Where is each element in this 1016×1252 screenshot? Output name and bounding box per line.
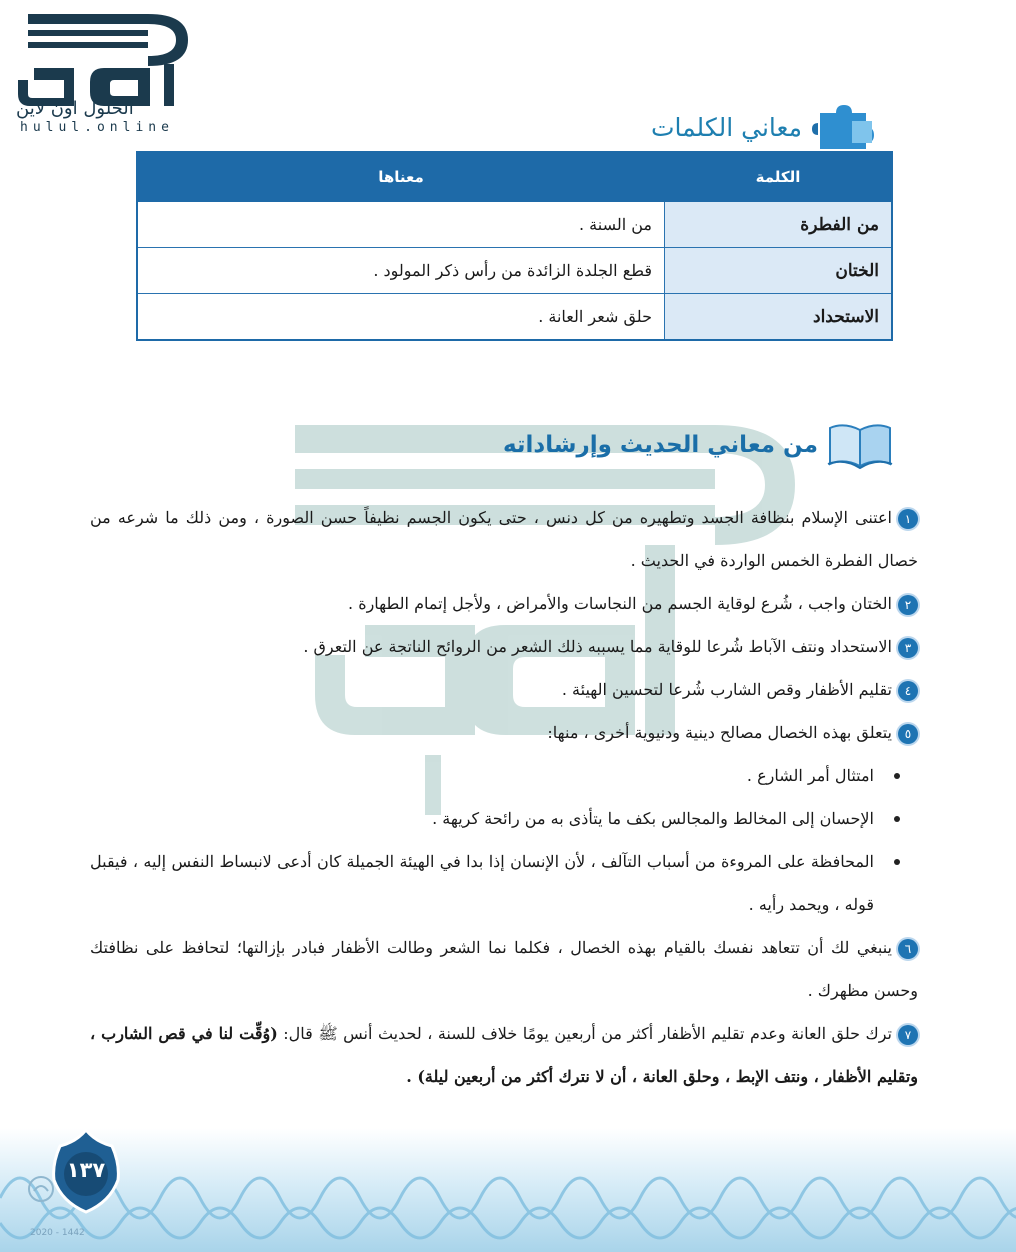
point-4 (90, 668, 918, 711)
table-cell-word: من الفطرة (665, 202, 893, 248)
point-number-badge: ٣ (898, 638, 918, 658)
point-number-badge: ٤ (898, 681, 918, 701)
ministry-logo-icon (26, 1174, 56, 1204)
list-item: امتثال أمر الشارع . (90, 754, 874, 797)
table-row (137, 202, 892, 248)
table-cell-word: الاستحداد (665, 294, 893, 341)
table-header-row (137, 152, 892, 202)
point-text: ترك حلق العانة وعدم تقليم الأظفار أكثر من أربعين يومًا خلاف للسنة ، لحديث أنس ﷺ قال: (277, 1024, 892, 1043)
point-text: ينبغي لك أن تتعاهد نفسك بالقيام بهذه الخصال ، فكلما نما الشعر وطالت الأظفار فبادر بإزالتها؛ لتحافظ على نظافتك وحسن مظهرك . (90, 938, 918, 1000)
point-7 (90, 1012, 918, 1098)
point-text: الختان واجب ، شُرع لوقاية الجسم من النجاسات والأمراض ، ولأجل إتمام الطهارة . (348, 594, 892, 613)
point-3 (90, 625, 918, 668)
point-6 (90, 926, 918, 1012)
table-row (137, 248, 892, 294)
list-item: المحافظة على المروءة من أسباب التآلف ، لأن الإنسان إذا بدا في الهيئة الجميلة كان أدعى لانبساط النفس إليه ، فيقبل قوله ، ويحمد رأيه . (90, 840, 874, 926)
decorative-footer-band (0, 1128, 1016, 1252)
point-number-badge: ٦ (898, 939, 918, 959)
section-2-title: من معاني الحديث وإرشاداته (502, 432, 818, 458)
header-meaning: معناها (137, 152, 665, 202)
table-cell-meaning: قطع الجلدة الزائدة من رأس ذكر المولود . (137, 248, 665, 294)
point-text: اعتنى الإسلام بنظافة الجسد وتطهيره من كل دنس ، حتى يكون الجسم نظيفاً حسن الصورة ، ومن ذلك ما شرعه من خصال الفطرة الخمس الواردة في الحديث . (90, 508, 918, 570)
list-item: الإحسان إلى المخالط والمجالس بكف ما يتأذى به من رائحة كريهة . (90, 797, 874, 840)
table-cell-meaning: من السنة . (137, 202, 665, 248)
table-cell-word: الختان (665, 248, 893, 294)
hadith-quote: (وُقِّت لنا في قص الشارب ، وتقليم الأظفار ، ونتف الإبط ، وحلق العانة ، أن لا نترك أكثر من أربعين ليلة) . (90, 1024, 918, 1086)
point-number-badge: ٢ (898, 595, 918, 615)
word-meanings-table (136, 151, 893, 341)
table-row (137, 294, 892, 341)
point-text: تقليم الأظفار وقص الشارب شُرعا لتحسين الهيئة . (561, 680, 892, 699)
section-hadith-guidance-heading (503, 418, 894, 472)
point-number-badge: ١ (898, 509, 918, 529)
guidance-body (90, 496, 918, 1098)
point-5 (90, 711, 918, 754)
point-text: يتعلق بهذه الخصال مصالح دينية ودنيوية أخرى ، منها: (547, 723, 892, 742)
section-1-title: معاني الكلمات (650, 112, 802, 142)
edition-year: 2020 - 1442 (30, 1228, 85, 1238)
point-text: الاستحداد ونتف الآباط شُرعا للوقاية مما يسببه ذلك الشعر من الروائح الناتجة عن التعرق . (303, 637, 892, 656)
page-number: ١٣٧ (66, 1158, 106, 1182)
point-number-badge: ٧ (898, 1025, 918, 1045)
point-number-badge: ٥ (898, 724, 918, 744)
point-1 (90, 496, 918, 582)
puzzle-icon (812, 103, 886, 151)
logo-text-arabic: الحلول اون لاين (16, 98, 134, 119)
point-2 (90, 582, 918, 625)
section-word-meanings-heading (651, 107, 886, 147)
header-word: الكلمة (665, 152, 893, 202)
benefits-list (90, 754, 918, 926)
open-book-icon (826, 418, 894, 472)
table-cell-meaning: حلق شعر العانة . (137, 294, 665, 341)
logo-text-latin: hulul.online (20, 120, 174, 135)
